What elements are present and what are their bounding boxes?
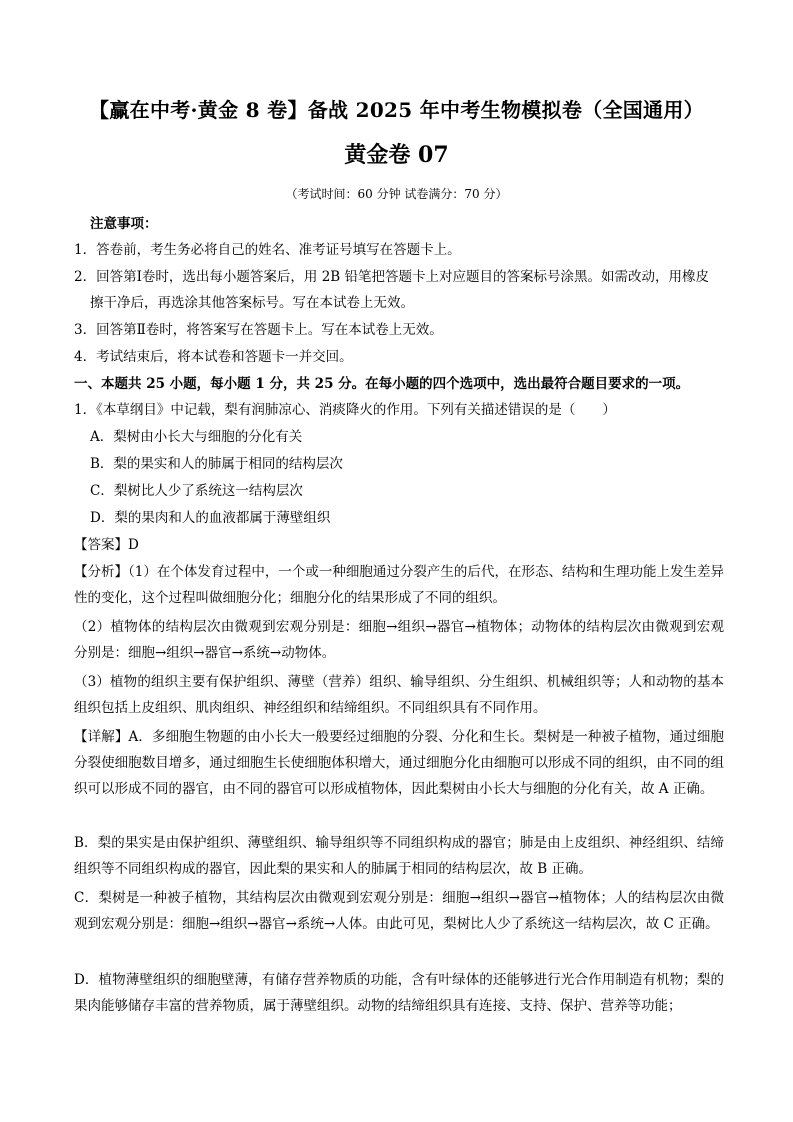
note-item: 1．答卷前，考生务必将自己的姓名、准考证号填写在答题卡上。	[74, 242, 461, 258]
exam-meta: （考试时间：60 分钟 试卷满分：70 分）	[285, 187, 508, 201]
detail-paragraph: D．植物薄壁组织的细胞壁薄，有储存营养物质的功能，含有叶绿体的还能够进行光合作用制造有机物；梨的果肉能够储存丰富的营养物质，属于薄壁组织。动物的结缔组织具有连接、支持、保护、营养等功能；	[74, 972, 724, 1014]
note-item: 3．回答第Ⅱ卷时，将答案写在答题卡上。写在本试卷上无效。	[74, 322, 443, 338]
exam-title: 【赢在中考·黄金 8 卷】备战 2025 年中考生物模拟卷（全国通用）	[89, 98, 704, 122]
option-c: C．梨树比人少了系统这一结构层次	[90, 483, 303, 499]
option-d: D．梨的果肉和人的血液都属于薄壁组织	[90, 510, 331, 526]
detail-paragraph: C．梨树是一种被子植物，其结构层次由微观到宏观分别是：细胞→组织→器官→植物体；人的结构层次由微观到宏观分别是：细胞→组织→器官→系统→人体。由此可见，梨树比人少了系统这一结构层次，故 C 正确。	[74, 890, 724, 932]
notes-heading: 注意事项：	[90, 216, 158, 232]
paper-number: 黄金卷 07	[344, 142, 449, 168]
note-item: 4．考试结束后，将本试卷和答题卡一并交回。	[74, 349, 353, 365]
option-a: A．梨树由小长大与细胞的分化有关	[90, 429, 303, 445]
analysis-paragraph: （2）植物体的结构层次由微观到宏观分别是：细胞→组织→器官→植物体；动物体的结构层次由微观到宏观分别是：细胞→组织→器官→系统→动物体。	[74, 619, 724, 661]
section-heading: 一、本题共 25 小题，每小题 1 分，共 25 分。在每小题的四个选项中，选出最符合题目要求的一项。	[74, 376, 690, 392]
detail-paragraph: B．梨的果实是由保护组织、薄壁组织、输导组织等不同组织构成的器官；肺是由上皮组织、神经组织、结缔组织等不同组织构成的器官，因此梨的果实和人的肺属于相同的结构层次，故 B 正确。	[74, 835, 724, 877]
question-stem: 1．《本草纲目》中记载，梨有润肺凉心、消痰降火的作用。下列有关描述错误的是（ ）	[74, 402, 616, 418]
answer-line	[74, 535, 724, 555]
detail-paragraph: 【详解】A．多细胞生物题的由小长大一般要经过细胞的分裂、分化和生长。梨树是一种被子植物，通过细胞分裂使细胞数目增多，通过细胞生长使细胞体积增大，通过细胞分化由细胞可以形成不同的组织，由不同的组织可以形成不同的器官，由不同的器官可以形成植物体，因此梨树由小长大与细胞的分化有关，故 A 正确。	[74, 729, 724, 797]
analysis-paragraph: 【分析】（1）在个体发育过程中，一个或一种细胞通过分裂产生的后代，在形态、结构和生理功能上发生差异性的变化，这个过程叫做细胞分化；细胞分化的结果形成了不同的组织。	[74, 564, 724, 606]
note-item: 2．回答第Ⅰ卷时，选出每小题答案后，用 2B 铅笔把答题卡上对应题目的答案标号涂黑。如需改动，用橡皮	[74, 269, 710, 285]
answer-label: 【答案】	[74, 537, 128, 553]
option-b: B．梨的果实和人的肺属于相同的结构层次	[90, 456, 343, 472]
analysis-paragraph: （3）植物的组织主要有保护组织、薄壁（营养）组织、输导组织、分生组织、机械组织等；人和动物的基本组织包括上皮组织、肌肉组织、神经组织和结缔组织。不同组织具有不同作用。	[74, 674, 724, 716]
note-item-continued: 擦干净后，再选涂其他答案标号。写在本试卷上无效。	[90, 295, 414, 311]
answer-value: D	[128, 537, 139, 553]
